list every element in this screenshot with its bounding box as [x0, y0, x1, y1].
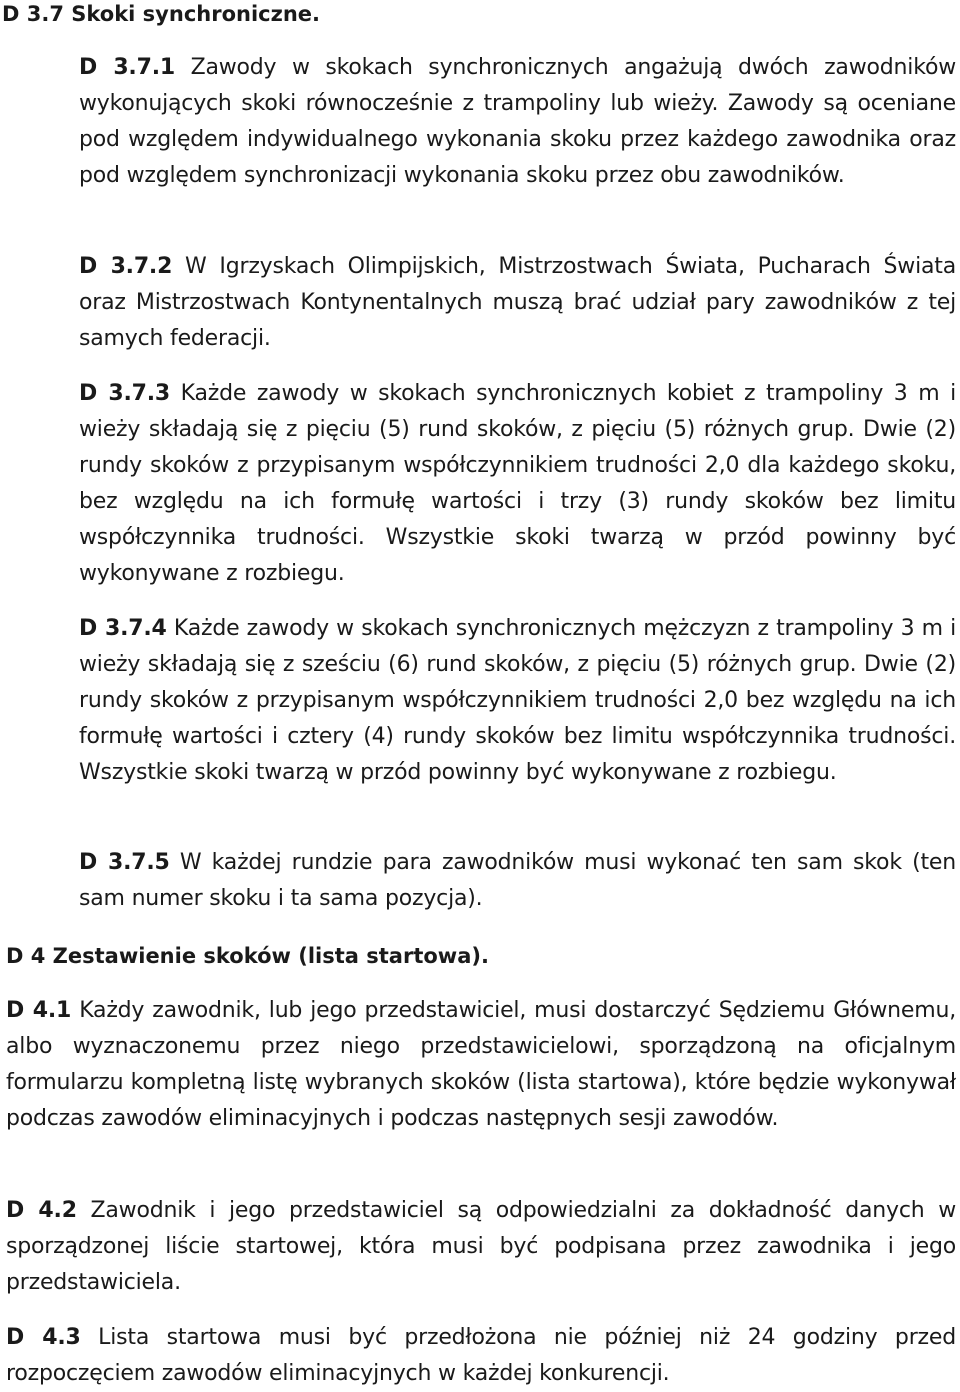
paragraph-d374 — [79, 611, 956, 791]
paragraph-d375 — [79, 845, 956, 917]
paragraph-label: D 3.7.2 — [79, 254, 173, 279]
paragraph-text: Zawody w skokach synchronicznych angażują dwóch zawodników wykonujących skoki równocześnie z trampoliny lub wieży. Zawody są oceniane pod względem indywidualnego wykonania skoku przez każdego zawodnika oraz pod względem synchronizacji wykonania skoku przez obu zawodników. — [79, 55, 957, 188]
section-heading-d37: D 3.7 Skoki synchroniczne. — [2, 2, 320, 26]
paragraph-label: D 3.7.5 — [79, 850, 170, 875]
paragraph-d42 — [6, 1193, 956, 1301]
paragraph-label: D 3.7.1 — [79, 55, 175, 80]
paragraph-text: W każdej rundzie para zawodników musi wykonać ten sam skok (ten sam numer skoku i ta sama pozycja). — [79, 850, 956, 911]
paragraph-label: D 3.7.3 — [79, 381, 170, 406]
paragraph-d373 — [79, 376, 956, 592]
paragraph-d371 — [79, 50, 956, 194]
paragraph-text: Każde zawody w skokach synchronicznych kobiet z trampoliny 3 m i wieży składają się z pięciu (5) rund skoków, z pięciu (5) różnych grup. Dwie (2) rundy skoków z przypisanym współczynnikiem trudności 2,0 dla każdego skoku, bez względu na ich formułę wartości i trzy (3) rundy skoków bez limitu współczynnika trudności. Wszystkie skoki twarzą w przód powinny być wykonywane z rozbiegu. — [79, 381, 956, 586]
paragraph-d43 — [6, 1320, 956, 1392]
paragraph-d372 — [79, 249, 956, 357]
paragraph-d41 — [6, 993, 956, 1137]
paragraph-text: W Igrzyskach Olimpijskich, Mistrzostwach Świata, Pucharach Świata oraz Mistrzostwach Kontynentalnych muszą brać udział pary zawodników z tej samych federacji. — [79, 254, 956, 351]
paragraph-text: Każde zawody w skokach synchronicznych mężczyzn z trampoliny 3 m i wieży składają się z sześciu (6) rund skoków, z pięciu (5) różnych grup. Dwie (2) rundy skoków z przypisanym współczynnikiem trudności 2,0 bez względu na ich formułę wartości i cztery (4) rundy skoków bez limitu współczynnika trudności. Wszystkie skoki twarzą w przód powinny być wykonywane z rozbiegu. — [79, 616, 956, 785]
paragraph-text: Lista startowa musi być przedłożona nie później niż 24 godziny przed rozpoczęciem zawodów eliminacyjnych w każdej konkurencji. — [6, 1325, 956, 1386]
paragraph-label: D 4.3 — [6, 1325, 81, 1350]
paragraph-text: Każdy zawodnik, lub jego przedstawiciel, musi dostarczyć Sędziemu Głównemu, albo wyznaczonemu przez niego przedstawicielowi, sporządzoną na oficjalnym formularzu kompletną listę wybranych skoków (lista startowa), które będzie wykonywał podczas zawodów eliminacyjnych i podczas następnych sesji zawodów. — [6, 998, 956, 1131]
paragraph-label: D 4.2 — [6, 1198, 77, 1223]
paragraph-label: D 4.1 — [6, 998, 72, 1023]
paragraph-label: D 3.7.4 — [79, 616, 167, 641]
section-heading-d4: D 4 Zestawienie skoków (lista startowa). — [6, 944, 489, 968]
paragraph-text: Zawodnik i jego przedstawiciel są odpowiedzialni za dokładność danych w sporządzonej liście startowej, która musi być podpisana przez zawodnika i jego przedstawiciela. — [6, 1198, 957, 1295]
